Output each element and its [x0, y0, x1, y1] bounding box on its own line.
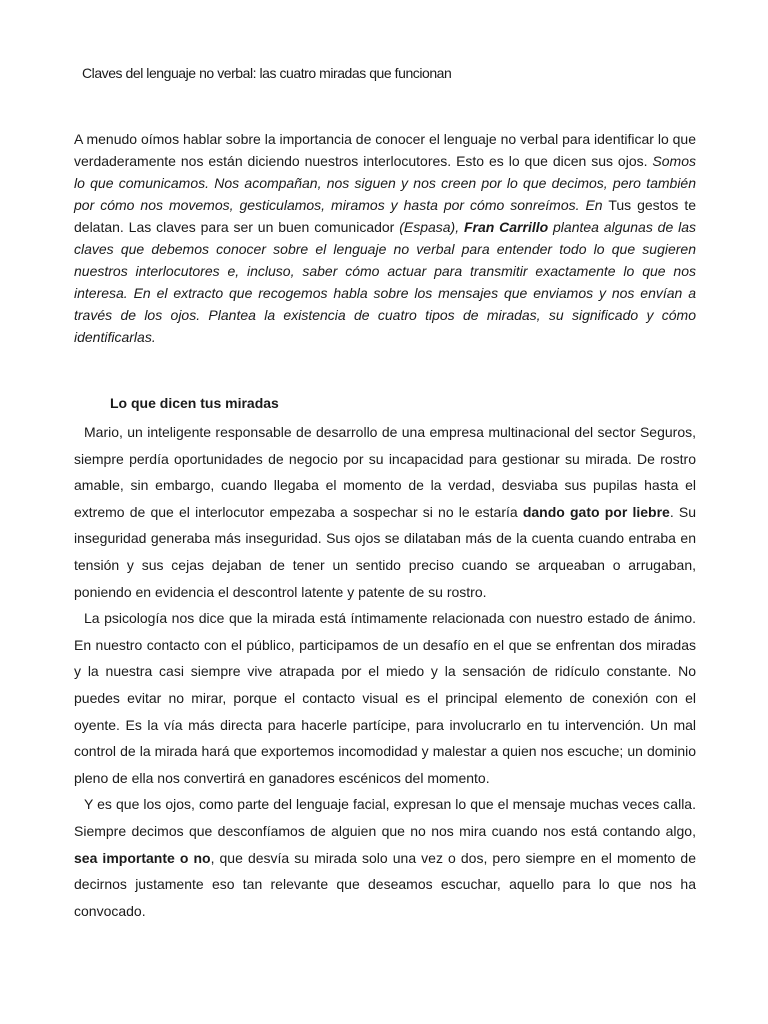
- paragraph-3-text-1: Y es que los ojos, como parte del lenguaje facial, expresan lo que el mensaje muchas veces calla. Siempre decimos que desconfíamos de alguien que no nos mira cuando nos está contando algo,: [74, 796, 696, 839]
- intro-text-2-italic: Somos lo que comunicamos. Nos acompañan, nos siguen y nos creen por lo que decimos, pero también por cómo nos movemos, gesticulamos, miramos y hasta por cómo sonreímos. En: [74, 153, 696, 213]
- paragraph-1-text-1: Mario, un inteligente responsable de desarrollo de una empresa multinacional del sector Seguros, siempre perdía oportunidades de negocio por su incapacidad para gestionar su mirada. De rostro amable, sin embargo, cuando llegaba el momento de la verdad, desviaba sus pupilas hasta el extremo de que el interlocutor empezaba a sospechar si no le estaría: [74, 424, 696, 520]
- section-heading: Lo que dicen tus miradas: [110, 395, 279, 411]
- paragraph-1-bold: dando gato por liebre: [522, 503, 670, 520]
- intro-paragraph: [74, 128, 696, 348]
- body-paragraph-3: [74, 791, 696, 924]
- intro-text-3: Tus gestos te delatan. Las claves para ser un buen comunicador: [74, 197, 696, 235]
- author-name: Fran Carrillo: [463, 219, 549, 235]
- intro-text-6-italic: plantea algunas de las claves que debemos conocer sobre el lenguaje no verbal para entender todo lo que sugieren nuestros interlocutores e, incluso, saber cómo actuar para transmitir exactamente lo que nos interesa. En el extracto que recogemos habla sobre los mensajes que enviamos y nos envían a través de los ojos. Plantea la existencia de cuatro tipos de miradas, su significado y cómo identificarlas.: [74, 219, 697, 345]
- intro-text-1: A menudo oímos hablar sobre la importancia de conocer el lenguaje no verbal para identificar lo que verdaderamente nos están diciendo nuestros interlocutores. Esto es lo que dicen sus ojos.: [74, 131, 696, 169]
- intro-text-4-italic: (Espasa),: [399, 219, 464, 235]
- paragraph-2-text: La psicología nos dice que la mirada está íntimamente relacionada con nuestro estado de ánimo. En nuestro contacto con el público, participamos de un desafío en el que se enfrentan dos miradas y la nuestra casi siempre vive atrapada por el miedo y la sensación de ridículo constante. No puedes evitar no mirar, porque el contacto visual es el principal elemento de conexión con el oyente. Es la vía más directa para hacerle partícipe, para involucrarlo en tu intervención. Un mal control de la mirada hará que exportemos incomodidad y malestar a quien nos escuche; un dominio pleno de ella nos convertirá en ganadores escénicos del momento.: [74, 610, 696, 786]
- paragraph-3-bold: sea importante o no: [74, 849, 211, 866]
- body-paragraph-2: [74, 605, 696, 791]
- paragraph-1-text-3: . Su inseguridad generaba más inseguridad. Sus ojos se dilataban más de la cuenta cuando entraba en tensión y sus cejas dejaban de tener un sentido preciso cuando se arqueaban o arrugaban, poniendo en evidencia el descontrol latente y patente de su rostro.: [74, 503, 696, 600]
- document-title: Claves del lenguaje no verbal: las cuatro miradas que funcionan: [82, 65, 452, 81]
- body-text: [74, 419, 696, 924]
- paragraph-3-text-3: , que desvía su mirada solo una vez o dos, pero siempre en el momento de decirnos justamente eso tan relevante que deseamos escuchar, aquello para lo que nos ha convocado.: [74, 849, 696, 919]
- body-paragraph-1: [74, 419, 696, 605]
